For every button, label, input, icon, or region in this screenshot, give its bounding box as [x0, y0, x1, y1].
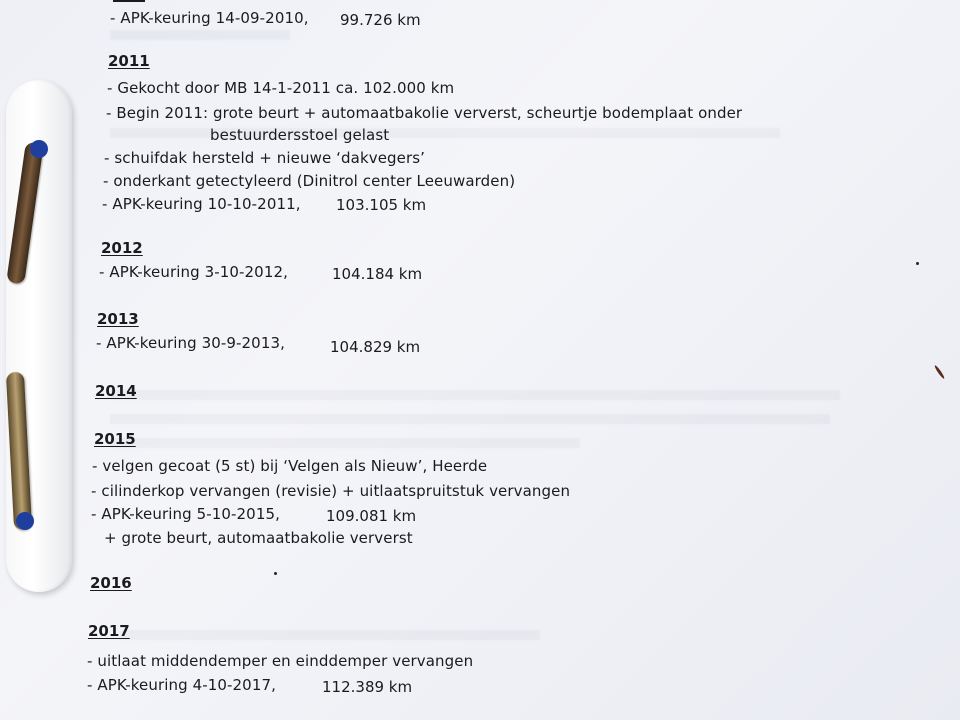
- show-through-text: [110, 390, 840, 400]
- entry-apk-2011: - APK-keuring 10-10-2011,: [102, 195, 301, 213]
- entry-2015-service: + grote beurt, automaatbakolie ververst: [104, 529, 413, 547]
- entry-apk-2017-km: 112.389 km: [322, 678, 413, 696]
- entry-2011-sunroof: - schuifdak hersteld + nieuwe ‘dakvegers’: [104, 149, 426, 167]
- entry-apk-2012-km: 104.184 km: [332, 265, 423, 283]
- year-heading-2011: 2011: [108, 52, 150, 70]
- entry-apk-2011-km: 103.105 km: [336, 196, 427, 214]
- year-heading-2013: 2013: [97, 310, 139, 328]
- entry-apk-2013-km: 104.829 km: [330, 338, 421, 356]
- entry-apk-2015: - APK-keuring 5-10-2015,: [91, 505, 280, 523]
- year-heading-2012: 2012: [101, 239, 143, 257]
- prong-cap-top: [30, 140, 48, 158]
- entry-2017-exhaust: - uitlaat middendemper en einddemper vervangen: [87, 652, 474, 670]
- entry-apk-2013: - APK-keuring 30-9-2013,: [96, 334, 285, 352]
- year-heading-2014: 2014: [95, 382, 137, 400]
- prong-cap-bottom: [16, 512, 34, 530]
- entry-apk-2010-km: 99.726 km: [340, 11, 421, 29]
- entry-2011-underbody: - onderkant getectyleerd (Dinitrol center Leeuwarden): [103, 172, 516, 190]
- year-heading-2016: 2016: [90, 574, 132, 592]
- entry-2011-service-cont: bestuurdersstoel gelast: [210, 126, 390, 144]
- cut-off-heading-underline: [113, 0, 145, 2]
- paper-speck: [916, 262, 919, 265]
- entry-apk-2015-km: 109.081 km: [326, 507, 417, 525]
- show-through-text: [110, 438, 580, 448]
- entry-2011-service: - Begin 2011: grote beurt + automaatbakolie ververst, scheurtje bodemplaat onder: [106, 104, 743, 122]
- year-heading-2015: 2015: [94, 430, 136, 448]
- show-through-text: [110, 414, 830, 424]
- entry-apk-2017: - APK-keuring 4-10-2017,: [87, 676, 276, 694]
- paper-speck: [274, 572, 277, 575]
- entry-2011-bought: - Gekocht door MB 14-1-2011 ca. 102.000 km: [107, 79, 455, 97]
- entry-2015-cylinder-head: - cilinderkop vervangen (revisie) + uitlaatspruitstuk vervangen: [91, 482, 571, 500]
- paper-speck: [934, 365, 946, 380]
- show-through-text: [110, 30, 290, 40]
- show-through-text: [120, 630, 540, 640]
- entry-apk-2010: - APK-keuring 14-09-2010,: [110, 9, 309, 27]
- entry-apk-2012: - APK-keuring 3-10-2012,: [99, 263, 288, 281]
- year-heading-2017: 2017: [88, 622, 130, 640]
- entry-2015-wheels: - velgen gecoat (5 st) bij ‘Velgen als Nieuw’, Heerde: [92, 457, 488, 475]
